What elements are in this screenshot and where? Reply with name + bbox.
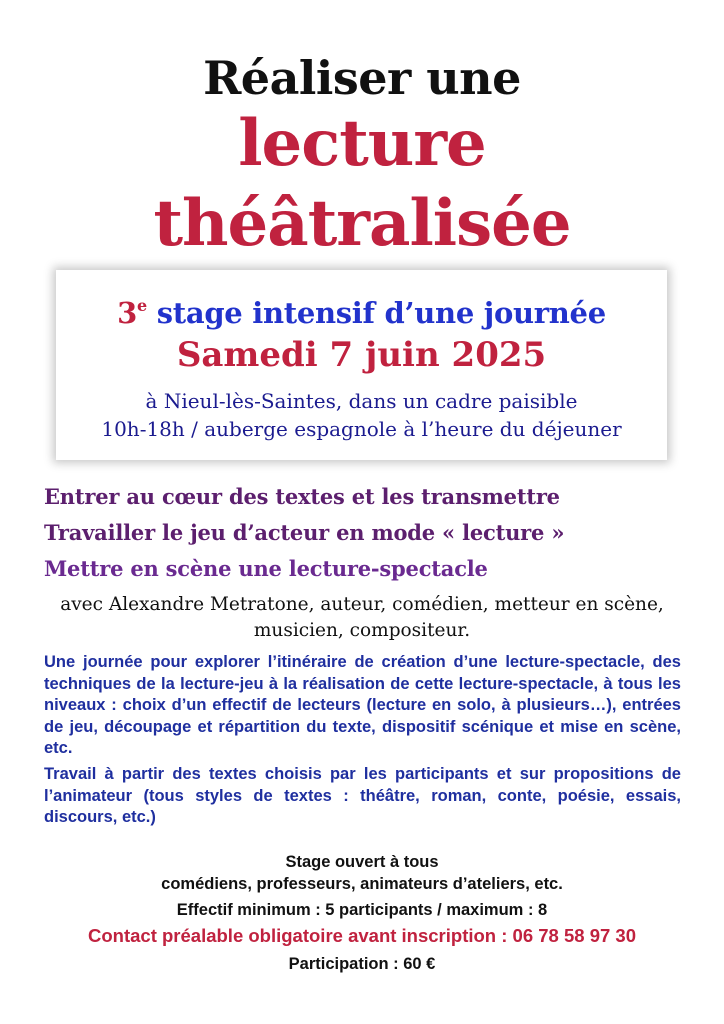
event-date: Samedi 7 juin 2025 [176,335,547,375]
description-paragraph: Une journée pour explorer l’itinéraire de création d’une lecture-spectacle, des techniques de la lecture-jeu à la réalisation de cette lecture-spectacle, à tous les niveaux : choix d’un effectif de lecteurs (lecture en solo, à plusieurs…), entrées de jeu, découpage et répartition du texte, dispositif scénique et mise en scène, etc. [44,653,681,757]
price: Participation : 60 € [288,955,436,973]
capacity: Effectif minimum : 5 participants / maximum : 8 [176,901,548,919]
title-line-1: Réaliser une [203,51,521,105]
stage-number: 3 [117,296,138,330]
stage-heading [56,288,667,331]
description-paragraph: Travail à partir des textes choisis par les participants et sur propositions de l’animateur (tous styles de textes : théâtre, roman, conte, poésie, essais, discours, etc.) [44,765,681,826]
instructor-text: avec Alexandre Metratone, auteur, comédien, metteur en scène, musicien, compositeur. [60,594,664,641]
audience: comédiens, professeurs, animateurs d’ateliers, etc. [161,875,563,893]
stage-text: stage intensif d’une journée [146,296,606,330]
open-to-all: Stage ouvert à tous [285,853,439,871]
goal-item: Travailler le jeu d’acteur en mode « lecture » [44,520,565,545]
event-hours: 10h-18h / auberge espagnole à l’heure du déjeuner [101,417,622,441]
event-info-box [56,270,667,460]
event-location: à Nieul-lès-Saintes, dans un cadre paisible [145,389,578,413]
contact-phone: Contact préalable obligatoire avant inscription : 06 78 58 97 30 [88,925,636,946]
title-line-2: lecture [238,106,486,181]
title-line-3: théâtralisée [153,186,571,261]
goal-item: Mettre en scène une lecture-spectacle [44,556,488,581]
stage-ordinal-suffix: e [137,296,147,315]
goal-item: Entrer au cœur des textes et les transmettre [44,484,560,509]
